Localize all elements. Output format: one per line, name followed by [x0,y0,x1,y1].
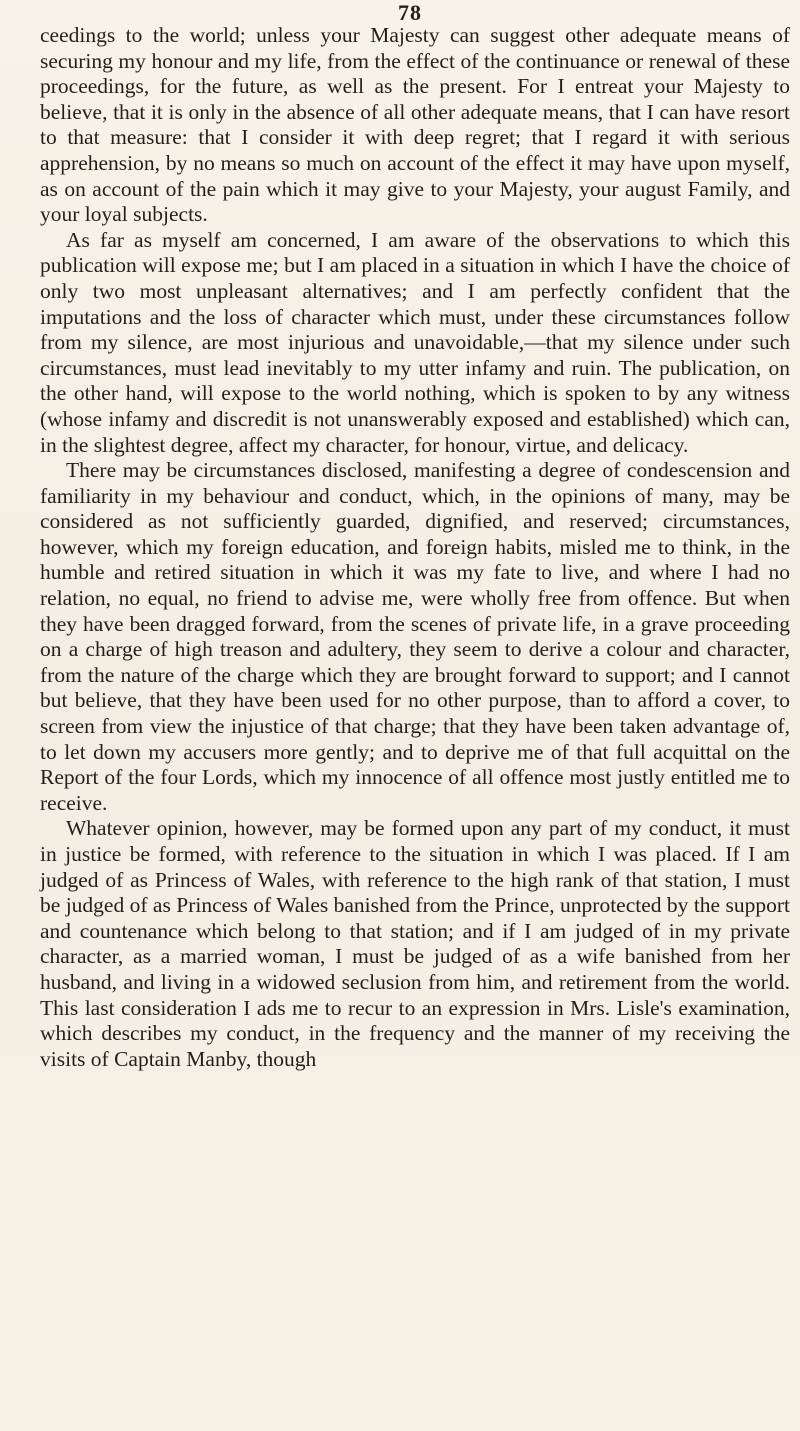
text-column [40,23,790,1072]
paragraph-2: As far as myself am concerned, I am aware of the observations to which this publication will expose me; but I am placed in a situation in which I have the choice of only two most unpleasant alternatives; and I am perfectly confident that the imputations and the loss of character which must, under these circumstances follow from my silence, are most injurious and unavoidable,—that my silence under such circumstances, must lead inevitably to my utter infamy and ruin. The publication, on the other hand, will expose to the world nothing, which is spoken to by any witness (whose infamy and discredit is not unanswerably exposed and established) which can, in the slightest degree, affect my character, for honour, virtue, and delicacy. [40,227,790,457]
paragraph-1: ceedings to the world; unless your Majesty can suggest other adequate means of securing my honour and my life, from the effect of the continuance or renewal of these proceedings, for the future, as well as the present. For I entreat your Majesty to believe, that it is only in the absence of all other adequate means, that I can have resort to that measure: that I consider it with deep regret; that I regard it with serious apprehension, by no means so much on account of the effect it may have upon myself, as on account of the pain which it may give to your Majesty, your august Family, and your loyal subjects. [40,23,790,227]
paragraph-4: Whatever opinion, however, may be formed upon any part of my conduct, it must in justice be formed, with reference to the situation in which I was placed. If I am judged of as Princess of Wales, with reference to the high rank of that station, I must be judged of as Princess of Wales banished from the Prince, unprotected by the support and countenance which belong to that station; and if I am judged of in my private character, as a married woman, I must be judged of as a wife banished from her husband, and living in a widowed seclusion from him, and retirement from the world. This last consideration I ads me to recur to an expression in Mrs. Lisle's examination, which describes my conduct, in the frequency and the manner of my receiving the visits of Captain Manby, though [40,816,790,1071]
page-number: 78 [398,0,422,25]
paragraph-3: There may be circumstances disclosed, manifesting a degree of condescension and familiarity in my behaviour and conduct, which, in the opinions of many, may be considered as not sufficiently guarded, dignified, and reserved; circumstances, however, which my foreign education, and foreign habits, misled me to think, in the humble and retired situation in which it was my fate to live, and where I had no relation, no equal, no friend to advise me, were wholly free from offence. But when they have been dragged forward, from the scenes of private life, in a grave proceeding on a charge of high treason and adultery, they seem to derive a colour and character, from the nature of the charge which they are brought forward to support; and I cannot but believe, that they have been used for no other purpose, than to afford a cover, to screen from view the injustice of that charge; that they have been taken advantage of, to let down my accusers more gently; and to deprive me of that full acquittal on the Report of the four Lords, which my innocence of all offence most justly entitled me to receive. [40,458,790,815]
